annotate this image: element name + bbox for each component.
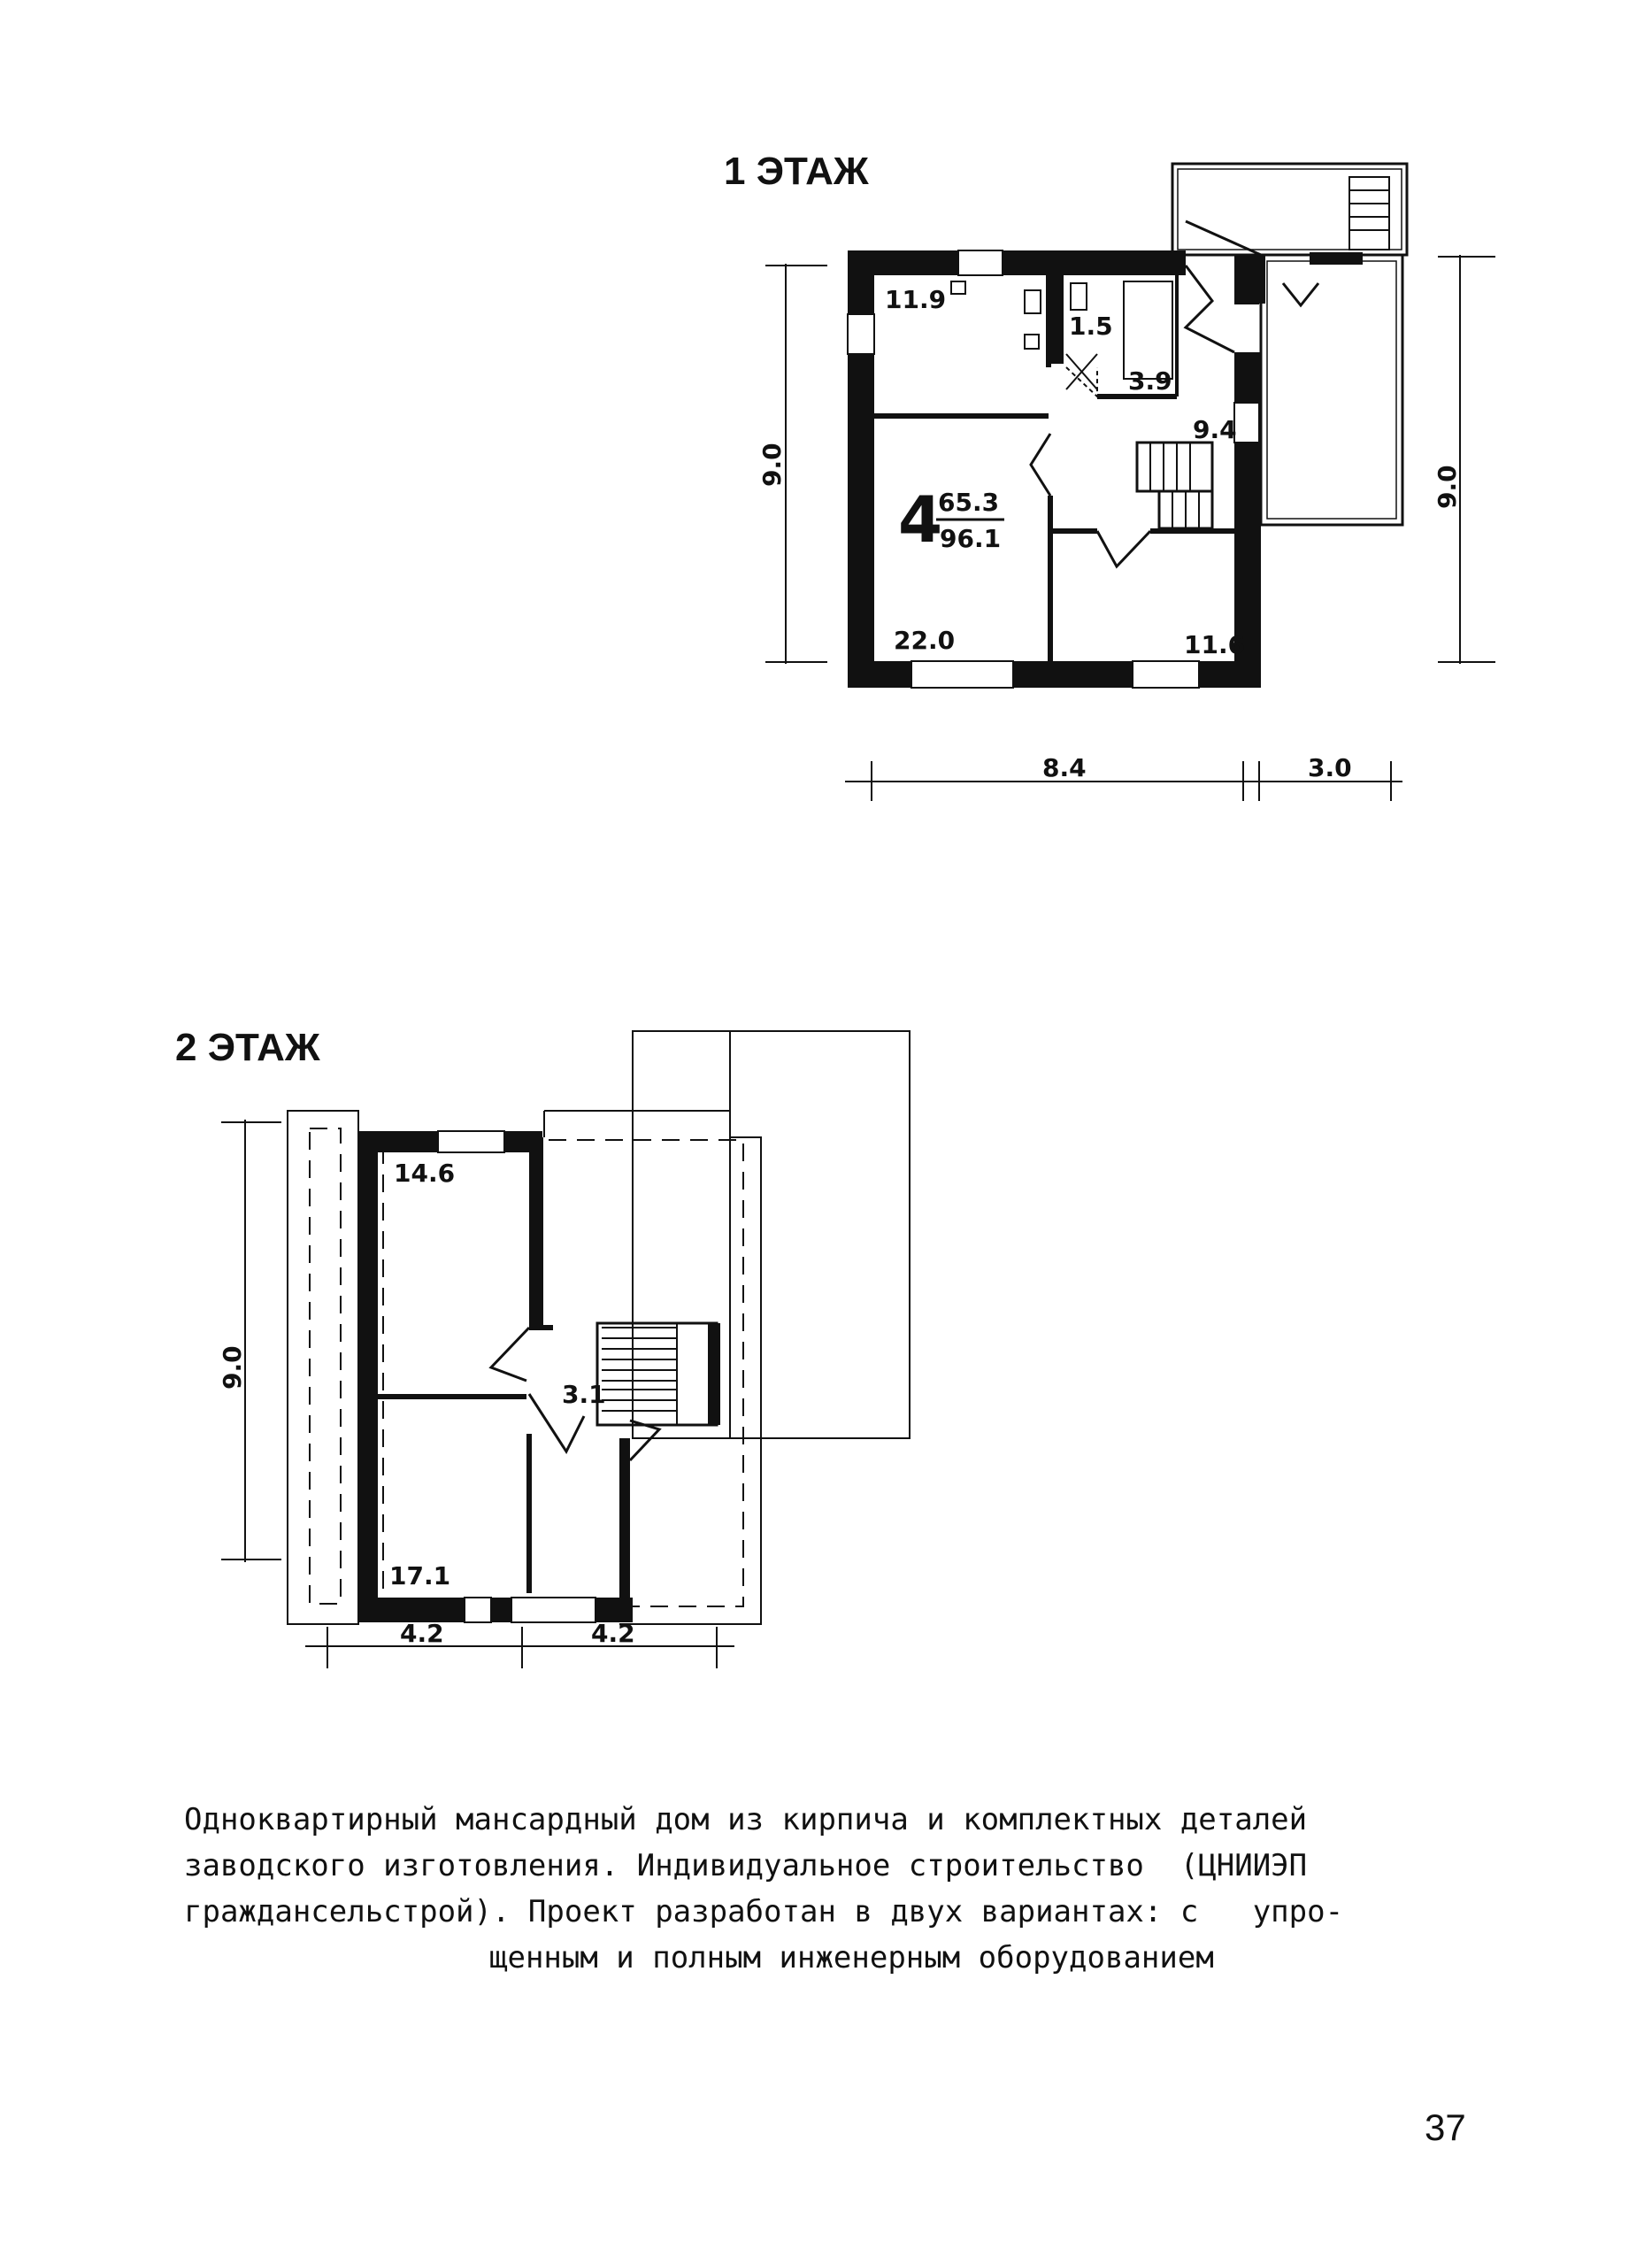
caption: [184, 1797, 1485, 1981]
floor1-title: 1 ЭТАЖ: [724, 150, 869, 193]
floor1-dim-right-label: 9.0: [1433, 465, 1462, 509]
floor2-wall-lower-vertical: [619, 1438, 630, 1606]
floor1-dim-right: [1438, 255, 1495, 664]
floor1-bathtub: [1124, 281, 1172, 379]
caption-line-4: щенным и полным инженерным оборудованием: [489, 1940, 1214, 1975]
floor2-window-bottom-1: [465, 1598, 491, 1622]
floor2-window-top: [438, 1131, 504, 1152]
floor1-apartment-number: 4: [898, 482, 943, 557]
floor1-room-bath-area: 3.9: [1128, 366, 1172, 396]
floor2-window-bottom-2: [511, 1598, 595, 1622]
floor2-stair: [597, 1323, 720, 1425]
floor1-room-wc-area: 1.5: [1069, 312, 1113, 341]
caption-line-1: Одноквартирный мансардный дом из кирпича и комплектных деталей: [184, 1802, 1308, 1837]
floor1-apartment-living-area: 65.3: [938, 488, 1000, 517]
floor1-room-hall-area: 9.4: [1193, 415, 1237, 444]
floor2-dim-left: [221, 1120, 281, 1562]
floor2-room-bottom-area: 17.1: [389, 1561, 451, 1590]
floor2-title: 2 ЭТАЖ: [175, 1026, 320, 1069]
floor1-window-top: [958, 250, 1003, 275]
floor1-room-bedroom-area: 11.6: [1184, 630, 1246, 659]
caption-line-2: заводского изготовления. Индивидуальное строительство (ЦНИИЭП: [184, 1848, 1308, 1883]
floor1-door-entrance: [1186, 266, 1234, 352]
page-number: 37: [1425, 2106, 1466, 2148]
floor1-room-living-area: 22.0: [894, 626, 956, 655]
floor1-dim-width-porch: 3.0: [1308, 753, 1352, 782]
floor2-wall-mid-vertical: [529, 1137, 543, 1328]
floor1-stair: [1137, 443, 1212, 528]
floor2-dim-bottom: [305, 1627, 734, 1668]
floor1-apartment-total-area: 96.1: [940, 524, 1002, 553]
floor1-duct: [1051, 275, 1064, 364]
floor1-plan: [724, 150, 1495, 801]
floor1-dim-width-main: 8.4: [1042, 753, 1087, 782]
floor1-window-bottom-2: [1133, 661, 1199, 688]
floor1-dim-left-label: 9.0: [757, 443, 787, 487]
floor1-door-living: [1031, 434, 1050, 496]
floor2-door-top-room: [491, 1328, 529, 1381]
caption-line-3: граждансельстрой). Проект разработан в двух вариантах: с упро-: [184, 1894, 1344, 1929]
floor2-wall-left: [358, 1131, 378, 1622]
floor2-roof-dashed: [310, 1128, 341, 1604]
floor1-window-left: [848, 314, 874, 354]
floor1-porch-top: [1172, 164, 1407, 255]
floor2-plan: [175, 1026, 910, 1668]
floor2-room-top-area: 14.6: [394, 1159, 456, 1188]
floor1-door-bedroom: [1097, 531, 1150, 566]
floor1-fridge: [1025, 335, 1039, 349]
floor1-wall-top: [848, 250, 1186, 275]
floor1-toilet: [1071, 283, 1087, 310]
floor2-dim-width-right: 4.2: [591, 1619, 635, 1648]
floor1-sink: [951, 281, 965, 294]
floor2-door-landing: [630, 1421, 659, 1460]
floor1-stove: [1025, 290, 1041, 313]
floor1-window-right: [1234, 403, 1259, 443]
floor1-room-kitchen-area: 11.9: [885, 285, 947, 314]
floor1-veranda: [1186, 221, 1402, 525]
floor2-dim-width-left: 4.2: [400, 1619, 444, 1648]
floor2-room-landing-area: 3.1: [562, 1380, 606, 1409]
floor2-dim-height-label: 9.0: [218, 1345, 247, 1390]
floor1-window-bottom-1: [911, 661, 1013, 688]
